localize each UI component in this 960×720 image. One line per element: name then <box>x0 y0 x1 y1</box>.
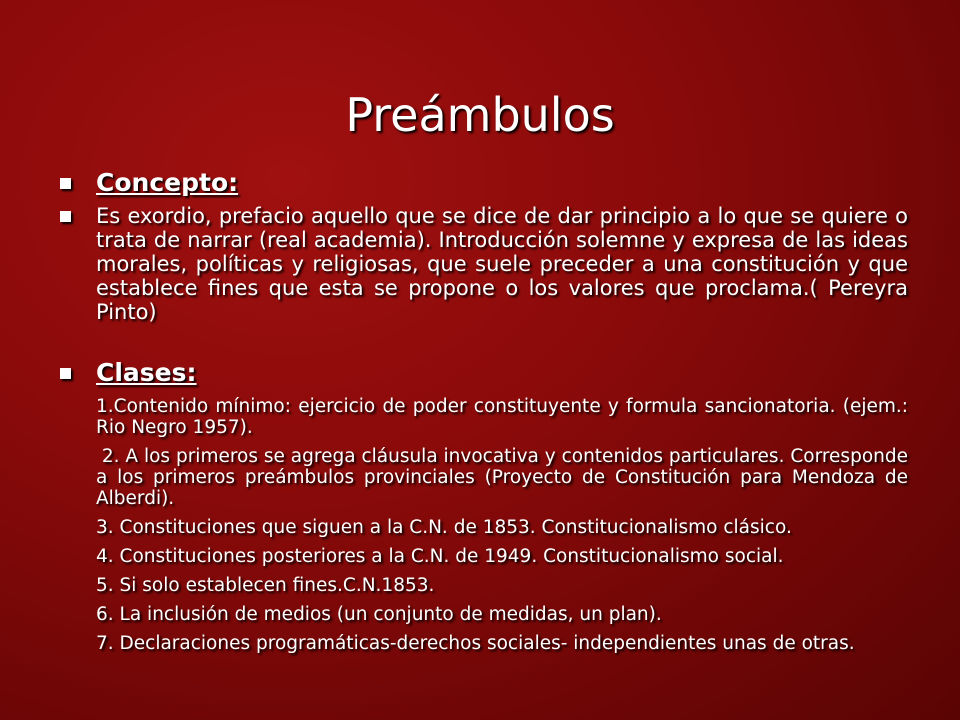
clase-item-7: 7. Declaraciones programáticas-derechos sociales- independientes unas de otras. <box>96 633 855 654</box>
clase-item-3: 3. Constituciones que siguen a la C.N. de 1853. Constitucionalismo clásico. <box>96 517 792 538</box>
clase-item-4: 4. Constituciones posteriores a la C.N. de 1949. Constitucionalismo social. <box>96 546 784 567</box>
clase-item-5: 5. Si solo establecen fines.C.N.1853. <box>96 575 435 596</box>
square-bullet-icon <box>60 178 71 189</box>
concepto-heading-item <box>60 168 908 198</box>
square-bullet-icon <box>60 211 71 222</box>
clases-heading: Clases: <box>96 358 197 387</box>
clase-item-6: 6. La inclusión de medios (un conjunto de medidas, un plan). <box>96 604 662 625</box>
clase-item-1: 1.Contenido mínimo: ejercicio de poder constituyente y formula sancionatoria. (ejem.: Rio Negro 1957). <box>96 396 908 438</box>
clase-item-2: 2. A los primeros se agrega cláusula invocativa y contenidos particulares. Corresponde a los primeros preámbulos provinciales (Proyecto de Constitución para Mendoza de Alberdi). <box>96 446 914 509</box>
slide-title: Preámbulos <box>345 88 615 142</box>
square-bullet-icon <box>60 368 71 379</box>
concepto-text-item <box>60 204 908 324</box>
slide-content <box>60 168 914 654</box>
clases-heading-item <box>60 358 908 388</box>
concepto-heading: Concepto: <box>96 168 239 197</box>
concepto-text: Es exordio, prefacio aquello que se dice de dar principio a lo que se quiere o trata de narrar (real academia). Introducción solemne y expresa de las ideas morales, políticas y religiosas, que suele preceder a una constitución y que establece fines que esta se propone o los valores que proclama.( Pereyra Pinto) <box>96 204 908 324</box>
